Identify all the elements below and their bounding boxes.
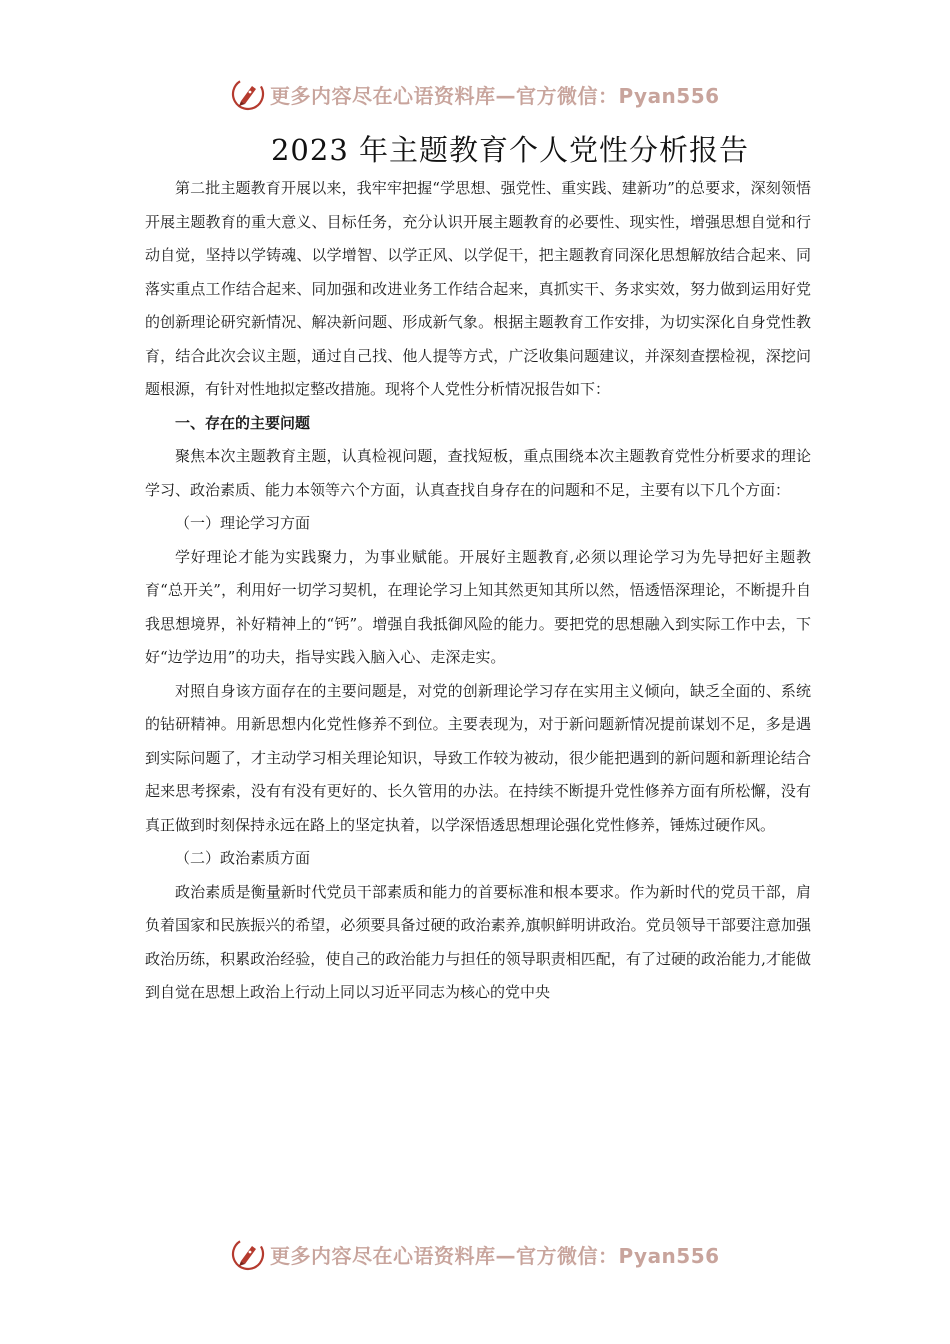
theory-paragraph-1: 学好理论才能为实践聚力，为事业赋能。开展好主题教育,必须以理论学习为先导把好主题教育“总开关”，利用好一切学习契机，在理论学习上知其然更知其所以然，悟透悟深理论，不断提升自我思想境界，补好精神上的“钙”。增强自我抵御风险的能力。要把党的思想融入到实际工作中去，下好“边学边用”的功夫，指导实践入脑入心、走深走实。 xyxy=(145,547,811,666)
pen-nib-logo-icon xyxy=(230,76,266,112)
watermark-text: 更多内容尽在心语资料库—官方微信：Pyan556 xyxy=(270,83,720,108)
document-body xyxy=(145,172,811,1010)
subsection-heading-theory: （一）理论学习方面 xyxy=(175,514,311,532)
watermark-text: 更多内容尽在心语资料库—官方微信：Pyan556 xyxy=(270,1243,720,1268)
section-heading: 一、存在的主要问题 xyxy=(175,413,311,432)
theory-paragraph-2: 对照自身该方面存在的主要问题是，对党的创新理论学习存在实用主义倾向，缺乏全面的、系统的钻研精神。用新思想内化党性修养不到位。主要表现为，对于新问题新情况提前谋划不足，多是遇到实际问题了，才主动学习相关理论知识，导致工作较为被动，很少能把遇到的新问题和新理论结合起来思考探索，没有有没有更好的、长久管用的办法。在持续不断提升党性修养方面有所松懈，没有真正做到时刻保持永远在路上的坚定执着，以学深悟透思想理论强化党性修养，锤炼过硬作风。 xyxy=(145,681,811,834)
intro-paragraph: 第二批主题教育开展以来，我牢牢把握“学思想、强党性、重实践、建新功”的总要求，深刻领悟开展主题教育的重大意义、目标任务，充分认识开展主题教育的必要性、现实性，增强思想自觉和行动自觉，坚持以学铸魂、以学增智、以学正风、以学促干，把主题教育同深化思想解放结合起来、同落实重点工作结合起来、同加强和改进业务工作结合起来，真抓实干、务求实效，努力做到运用好党的创新理论研究新情况、解决新问题、形成新气象。根据主题教育工作安排，为切实深化自身党性教育，结合此次会议主题，通过自己找、他人提等方式，广泛收集问题建议，并深刻查摆检视，深挖问题根源，有针对性地拟定整改措施。现将个人党性分析情况报告如下： xyxy=(145,179,811,398)
document-title: 2023 年主题教育个人党性分析报告 xyxy=(270,133,750,167)
politics-paragraph-1: 政治素质是衡量新时代党员干部素质和能力的首要标准和根本要求。作为新时代的党员干部，肩负着国家和民族振兴的希望，必须要具备过硬的政治素养,旗帜鲜明讲政治。党员领导干部要注意加强政治历练，积累政治经验，使自己的政治能力与担任的领导职责相匹配，有了过硬的政治能力,才能做到自觉在思想上政治上行动上同以习近平同志为核心的党中央 xyxy=(145,882,811,1001)
watermark-bottom xyxy=(230,1236,750,1272)
section-intro-paragraph: 聚焦本次主题教育主题，认真检视问题，查找短板，重点围绕本次主题教育党性分析要求的理论学习、政治素质、能力本领等六个方面，认真查找自身存在的问题和不足，主要有以下几个方面： xyxy=(145,447,811,499)
subsection-heading-politics: （二）政治素质方面 xyxy=(175,849,311,867)
watermark-top xyxy=(230,76,750,112)
pen-nib-logo-icon xyxy=(230,1236,266,1272)
